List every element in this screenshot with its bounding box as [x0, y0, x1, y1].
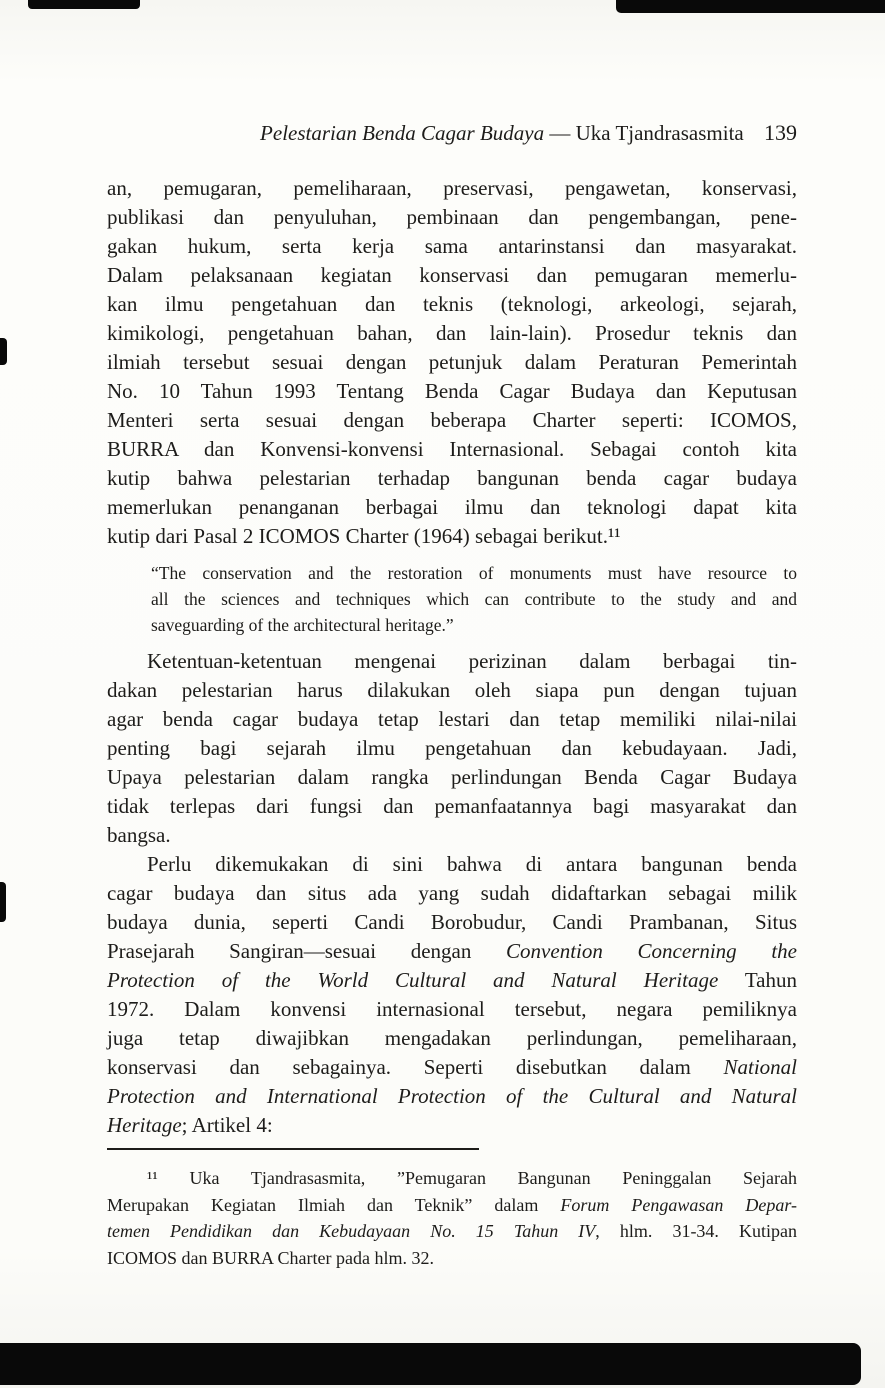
- text-segment: ilmiah tersebut sesuai dengan petunjuk dalam Peraturan Pemerintah: [107, 350, 797, 374]
- text-segment: Perlu dikemukakan di sini bahwa di antara bangunan benda: [147, 852, 797, 876]
- text-line: [107, 1053, 797, 1082]
- header-author: Uka Tjandrasasmita: [575, 121, 744, 145]
- text-segment: Prasejarah Sangiran—sesuai dengan: [107, 939, 507, 963]
- text-segment: konservasi dan sebagainya. Seperti disebutkan dalam: [107, 1055, 724, 1079]
- text-segment: juga tetap diwajibkan mengadakan perlindungan, pemeliharaan,: [107, 1026, 797, 1050]
- scan-artifact-top-right: [616, 0, 885, 13]
- text-line: [107, 377, 797, 406]
- text-segment: an, pemugaran, pemeliharaan, preservasi, pengawetan, konservasi,: [107, 176, 797, 200]
- text-line: [107, 319, 797, 348]
- text-segment: kimikologi, pengetahuan bahan, dan lain-lain). Prosedur teknis dan: [107, 321, 797, 345]
- text-segment: ¹¹ Uka Tjandrasasmita, ”Pemugaran Bangunan Peninggalan Sejarah: [147, 1168, 797, 1188]
- text-line: [107, 705, 797, 734]
- text-line: [107, 1082, 797, 1111]
- scan-artifact-bottom-bar: [0, 1343, 861, 1385]
- text-segment: cagar budaya dan situs ada yang sudah didaftarkan sebagai milik: [107, 881, 797, 905]
- text-line: [107, 464, 797, 493]
- text-segment: dakan pelestarian harus dilakukan oleh siapa pun dengan tujuan: [107, 678, 797, 702]
- text-segment: gakan hukum, serta kerja sama antarinstansi dan masyarakat.: [107, 234, 797, 258]
- italic-text-segment: Heritage: [107, 1113, 182, 1137]
- text-segment: Merupakan Kegiatan Ilmiah dan Teknik” dalam: [107, 1194, 561, 1215]
- text-line: [107, 1165, 797, 1192]
- paragraph-3: [107, 850, 797, 1140]
- scan-artifact-left-edge-1: [0, 338, 7, 365]
- text-line: [107, 406, 797, 435]
- text-segment: saveguarding of the architectural heritage.”: [151, 615, 454, 635]
- text-line: [107, 174, 797, 203]
- text-segment: No. 10 Tahun 1993 Tentang Benda Cagar Budaya dan Keputusan: [107, 379, 797, 403]
- text-segment: kutip dari Pasal 2 ICOMOS Charter (1964) sebagai berikut.¹¹: [107, 524, 621, 548]
- paragraph-2: [107, 647, 797, 850]
- italic-text-segment: Protection and International Protection of the Cultural and Natural: [107, 1084, 797, 1108]
- text-segment: “The conservation and the restoration of monuments must have resource to: [151, 563, 797, 583]
- scan-artifact-left-edge-2: [0, 882, 6, 922]
- text-line: [107, 261, 797, 290]
- text-line: [107, 1245, 797, 1272]
- text-segment: 1972. Dalam konvensi internasional tersebut, negara pemiliknya: [107, 997, 797, 1021]
- text-line: [107, 1192, 797, 1219]
- italic-text-segment: temen Pendidikan dan Kebudayaan No. 15 Tahun IV: [107, 1221, 596, 1241]
- page-number: 139: [764, 120, 797, 145]
- text-line: [151, 586, 797, 612]
- text-segment: penting bagi sejarah ilmu pengetahuan dan kebudayaan. Jadi,: [107, 736, 797, 760]
- text-line: [107, 1218, 797, 1245]
- text-segment: Tahun: [718, 968, 797, 992]
- text-line: [107, 290, 797, 319]
- text-line: [107, 966, 797, 995]
- text-line: [107, 493, 797, 522]
- running-title: Pelestarian Benda Cagar Budaya: [260, 121, 545, 145]
- text-segment: tidak terlepas dari fungsi dan pemanfaatannya bagi masyarakat dan: [107, 794, 797, 818]
- text-line: [107, 203, 797, 232]
- text-line: [151, 612, 797, 638]
- text-line: [107, 647, 797, 676]
- text-line: [107, 1024, 797, 1053]
- text-line: [151, 560, 797, 586]
- text-segment: Upaya pelestarian dalam rangka perlindungan Benda Cagar Budaya: [107, 765, 797, 789]
- italic-text-segment: Convention Concerning the: [506, 939, 797, 963]
- scan-artifact-top-left: [28, 0, 140, 9]
- text-line: [107, 676, 797, 705]
- block-quote: [151, 560, 797, 638]
- text-segment: memerlukan penanganan berbagai ilmu dan teknologi dapat kita: [107, 495, 797, 519]
- text-line: [107, 879, 797, 908]
- text-line: [107, 937, 797, 966]
- text-line: [107, 995, 797, 1024]
- italic-text-segment: National: [723, 1055, 797, 1079]
- italic-text-segment: Forum Pengawasan Depar-: [560, 1194, 797, 1215]
- text-segment: kutip bahwa pelestarian terhadap bangunan benda cagar budaya: [107, 466, 797, 490]
- text-line: [107, 1111, 797, 1140]
- text-segment: ; Artikel 4:: [181, 1113, 273, 1137]
- paragraph-1: [107, 174, 797, 551]
- footnote-rule: [107, 1148, 479, 1150]
- text-line: [107, 792, 797, 821]
- footnote-area: [107, 1148, 797, 1271]
- text-segment: agar benda cagar budaya tetap lestari dan tetap memiliki nilai-nilai: [107, 707, 797, 731]
- text-segment: all the sciences and techniques which can contribute to the study and and: [151, 589, 797, 609]
- text-segment: budaya dunia, seperti Candi Borobudur, Candi Prambanan, Situs: [107, 910, 797, 934]
- text-segment: , hlm. 31-34. Kutipan: [595, 1221, 797, 1241]
- running-header: [107, 120, 797, 146]
- text-line: [107, 232, 797, 261]
- footnote-text: [107, 1165, 797, 1271]
- body-text-column: [107, 174, 797, 1140]
- text-line: [107, 821, 797, 850]
- text-segment: Menteri serta sesuai dengan beberapa Charter seperti: ICOMOS,: [107, 408, 797, 432]
- text-segment: ICOMOS dan BURRA Charter pada hlm. 32.: [107, 1247, 434, 1268]
- text-line: [107, 522, 797, 551]
- italic-text-segment: Protection of the World Cultural and Natural Heritage: [107, 968, 719, 992]
- text-segment: BURRA dan Konvensi-konvensi Internasional. Sebagai contoh kita: [107, 437, 797, 461]
- text-segment: Ketentuan-ketentuan mengenai perizinan dalam berbagai tin-: [147, 649, 797, 673]
- header-dash: —: [549, 121, 571, 145]
- text-line: [107, 763, 797, 792]
- text-segment: Dalam pelaksanaan kegiatan konservasi dan pemugaran memerlu-: [107, 263, 797, 287]
- text-segment: kan ilmu pengetahuan dan teknis (teknologi, arkeologi, sejarah,: [107, 292, 797, 316]
- text-line: [107, 435, 797, 464]
- text-line: [107, 850, 797, 879]
- text-segment: bangsa.: [107, 823, 171, 847]
- text-line: [107, 734, 797, 763]
- text-line: [107, 908, 797, 937]
- text-line: [107, 348, 797, 377]
- text-segment: publikasi dan penyuluhan, pembinaan dan pengembangan, pene-: [107, 205, 797, 229]
